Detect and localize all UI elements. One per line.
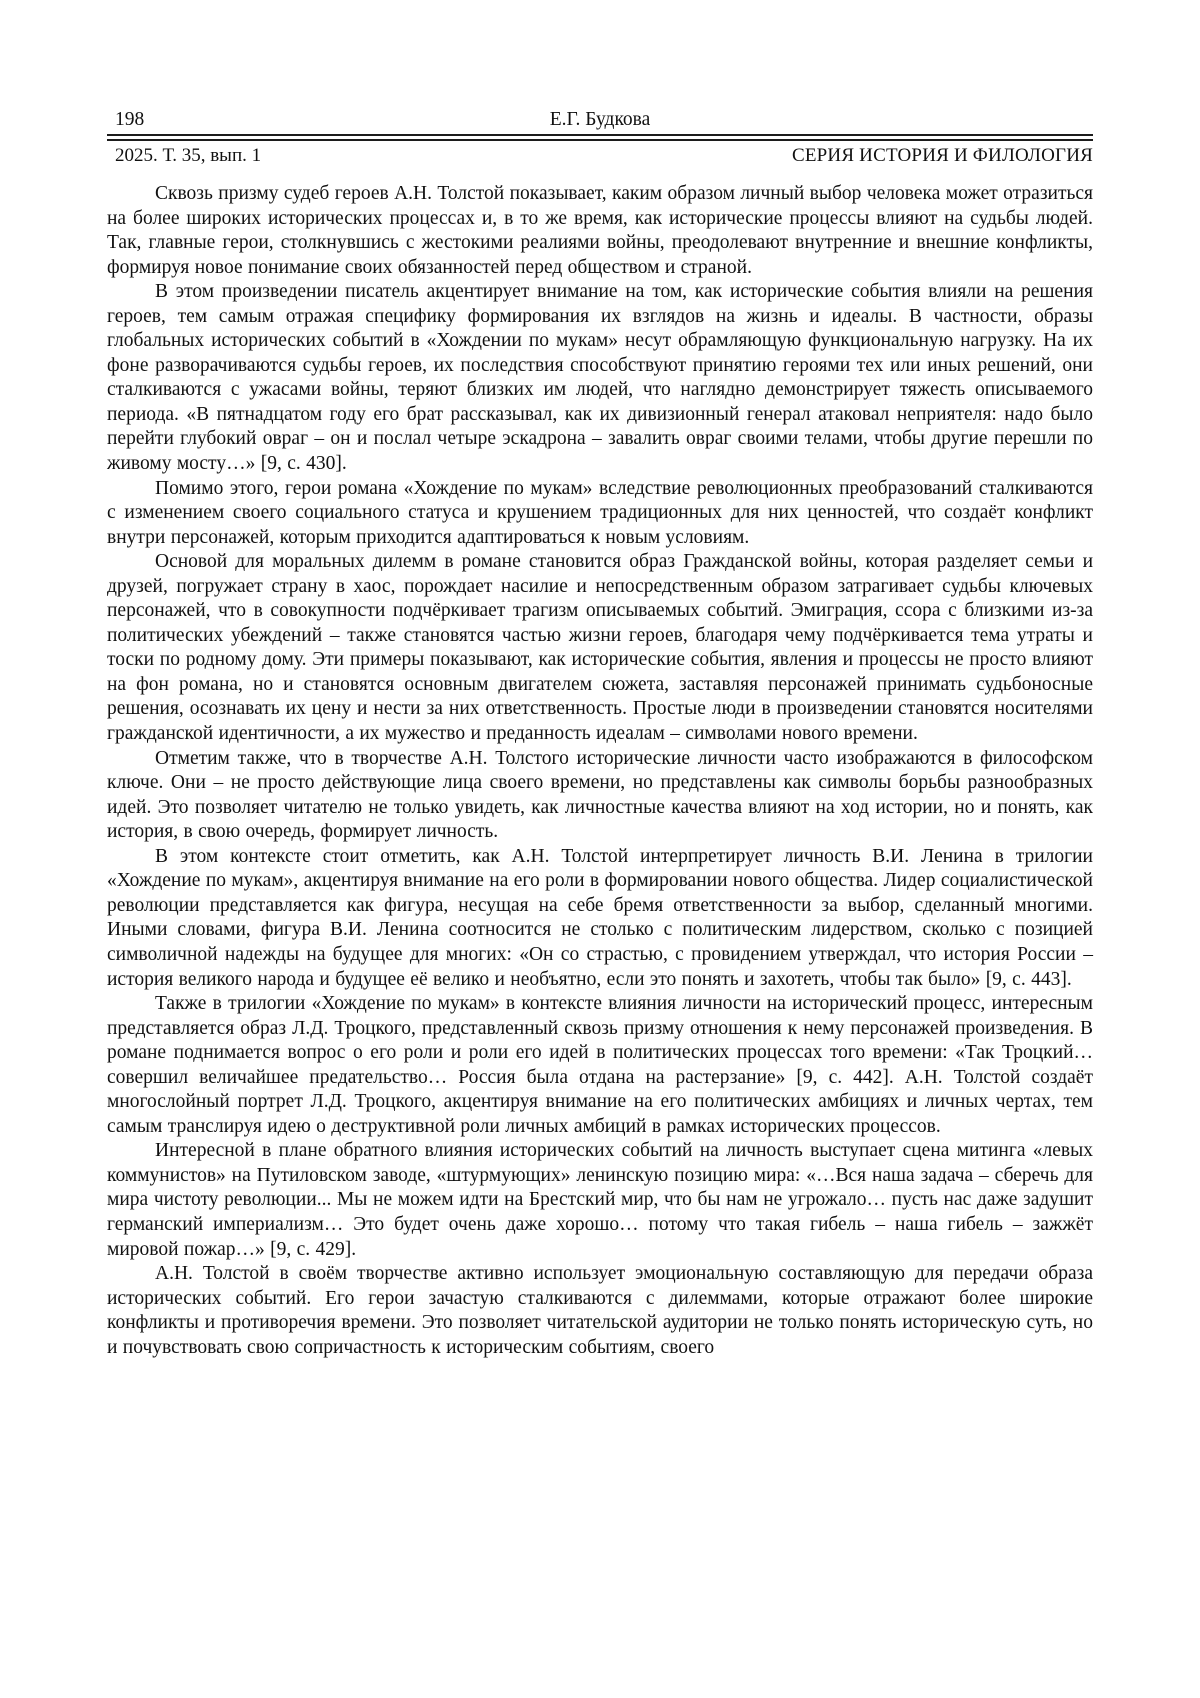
running-header <box>107 108 1093 134</box>
paragraph: Основой для моральных дилемм в романе становится образ Гражданской войны, которая разделяет семьи и друзей, погружает страну в хаос, порождает насилие и непосредственным образом затрагивает судьбы ключевых персонажей, что в совокупности подчёркивает трагизм описываемых событий. Эмиграция, ссора с близкими из-за политических убеждений – также становятся частью жизни героев, благодаря чему подчёркивается тема утраты и тоски по родному дому. Эти примеры показывают, как исторические события, явления и процессы не просто влияют на фон романа, но и становятся основным двигателем сюжета, заставляя персонажей принимать судьбоносные решения, осознавать их цену и нести за них ответственность. Простые люди в произведении становятся носителями гражданской идентичности, а их мужество и преданность идеалам – символами нового времени. <box>107 551 1093 745</box>
journal-info-row <box>107 144 1093 168</box>
article-body <box>107 182 1093 1360</box>
paragraph: Сквозь призму судеб героев А.Н. Толстой показывает, каким образом личный выбор человека может отразиться на более широких исторических процессах и, в то же время, как исторические процессы влияют на судьбы людей. Так, главные герои, столкнувшись с жестокими реалиями войны, преодолевают внутренние и внешние конфликты, формируя новое понимание своих обязанностей перед обществом и страной. <box>107 183 1093 278</box>
journal-series: СЕРИЯ ИСТОРИЯ И ФИЛОЛОГИЯ <box>791 145 1093 166</box>
paragraph: Также в трилогии «Хождение по мукам» в контексте влияния личности на исторический процесс, интересным представляется образ Л.Д. Троцкого, представленный сквозь призму отношения к нему персонажей произведения. В романе поднимается вопрос о его роли и роли его идей в политических процессах того времени: «Так Троцкий… совершил величайшее предательство… Россия была отдана на растерзание» [9, с. 442]. А.Н. Толстой создаёт многослойный портрет Л.Д. Троцкого, акцентируя внимание на его политических амбициях и личных чертах, тем самым транслируя идею о деструктивной роли личных амбиций в рамках исторических процессов. <box>107 993 1093 1137</box>
header-divider <box>107 134 1093 141</box>
paragraph: В этом произведении писатель акцентирует внимание на том, как исторические события влияли на решения героев, тем самым отражая специфику формирования их взглядов на жизнь и идеалы. В частности, образы глобальных исторических событий в «Хождении по мукам» несут обрамляющую функциональную нагрузку. На их фоне разворачиваются судьбы героев, их последствия способствуют принятию героями тех или иных решений, они сталкиваются с ужасами войны, теряют близких им людей, что наглядно демонстрирует тяжесть описываемого периода. «В пятнадцатом году его брат рассказывал, как их дивизионный генерал атаковал неприятеля: надо было перейти глубокий овраг – он и послал четыре эскадрона – завалить овраг своими телами, чтобы другие перешли по живому мосту…» [9, с. 430]. <box>107 281 1093 475</box>
paragraph: Помимо этого, герои романа «Хождение по мукам» вследствие революционных преобразований сталкиваются с изменением своего социального статуса и крушением традиционных для них ценностей, что создаёт конфликт внутри персонажей, которым приходится адаптироваться к новым условиям. <box>107 477 1093 548</box>
running-head-author: Е.Г. Будкова <box>549 109 651 130</box>
page-number: 198 <box>115 109 145 130</box>
paragraph: Интересной в плане обратного влияния исторических событий на личность выступает сцена митинга «левых коммунистов» на Путиловском заводе, «штурмующих» ленинскую позицию мира: «…Вся наша задача – сберечь для мира чистоту революции... Мы не можем идти на Брестский мир, что бы нам не угрожало… пусть нас даже задушит германский империализм… Это будет очень даже хорошо… потому что такая гибель – наша гибель – зажжёт мировой пожар…» [9, с. 429]. <box>107 1140 1093 1260</box>
journal-issue: 2025. Т. 35, вып. 1 <box>115 145 262 166</box>
paragraph: А.Н. Толстой в своём творчестве активно использует эмоциональную составляющую для передачи образа исторических событий. Его герои зачастую сталкиваются с дилеммами, которые отражают более широкие конфликты и противоречия времени. Это позволяет читательской аудитории не только понять историческую суть, но и почувствовать свою сопричастность к историческим событиям, своего <box>107 1263 1093 1358</box>
paragraph: В этом контексте стоит отметить, как А.Н. Толстой интерпретирует личность В.И. Ленина в трилогии «Хождение по мукам», акцентируя внимание на его роли в формировании нового общества. Лидер социалистической революции представляется как фигура, несущая на себе бремя ответственности за выбор, сделанный многими. Иными словами, фигура В.И. Ленина соотносится не столько с политическим лидерством, сколько с позицией символичной надежды на будущее для многих: «Он со страстью, с провидением утверждал, что история России – история великого народа и будущее её велико и необъятно, если это понять и захотеть, чтобы так было» [9, с. 443]. <box>107 845 1093 990</box>
paragraph: Отметим также, что в творчестве А.Н. Толстого исторические личности часто изображаются в философском ключе. Они – не просто действующие лица своего времени, но представлены как символы борьбы разнообразных идей. Это позволяет читателю не только увидеть, как личностные качества влияют на ход истории, но и понять, как история, в свою очередь, формирует личность. <box>107 747 1093 843</box>
